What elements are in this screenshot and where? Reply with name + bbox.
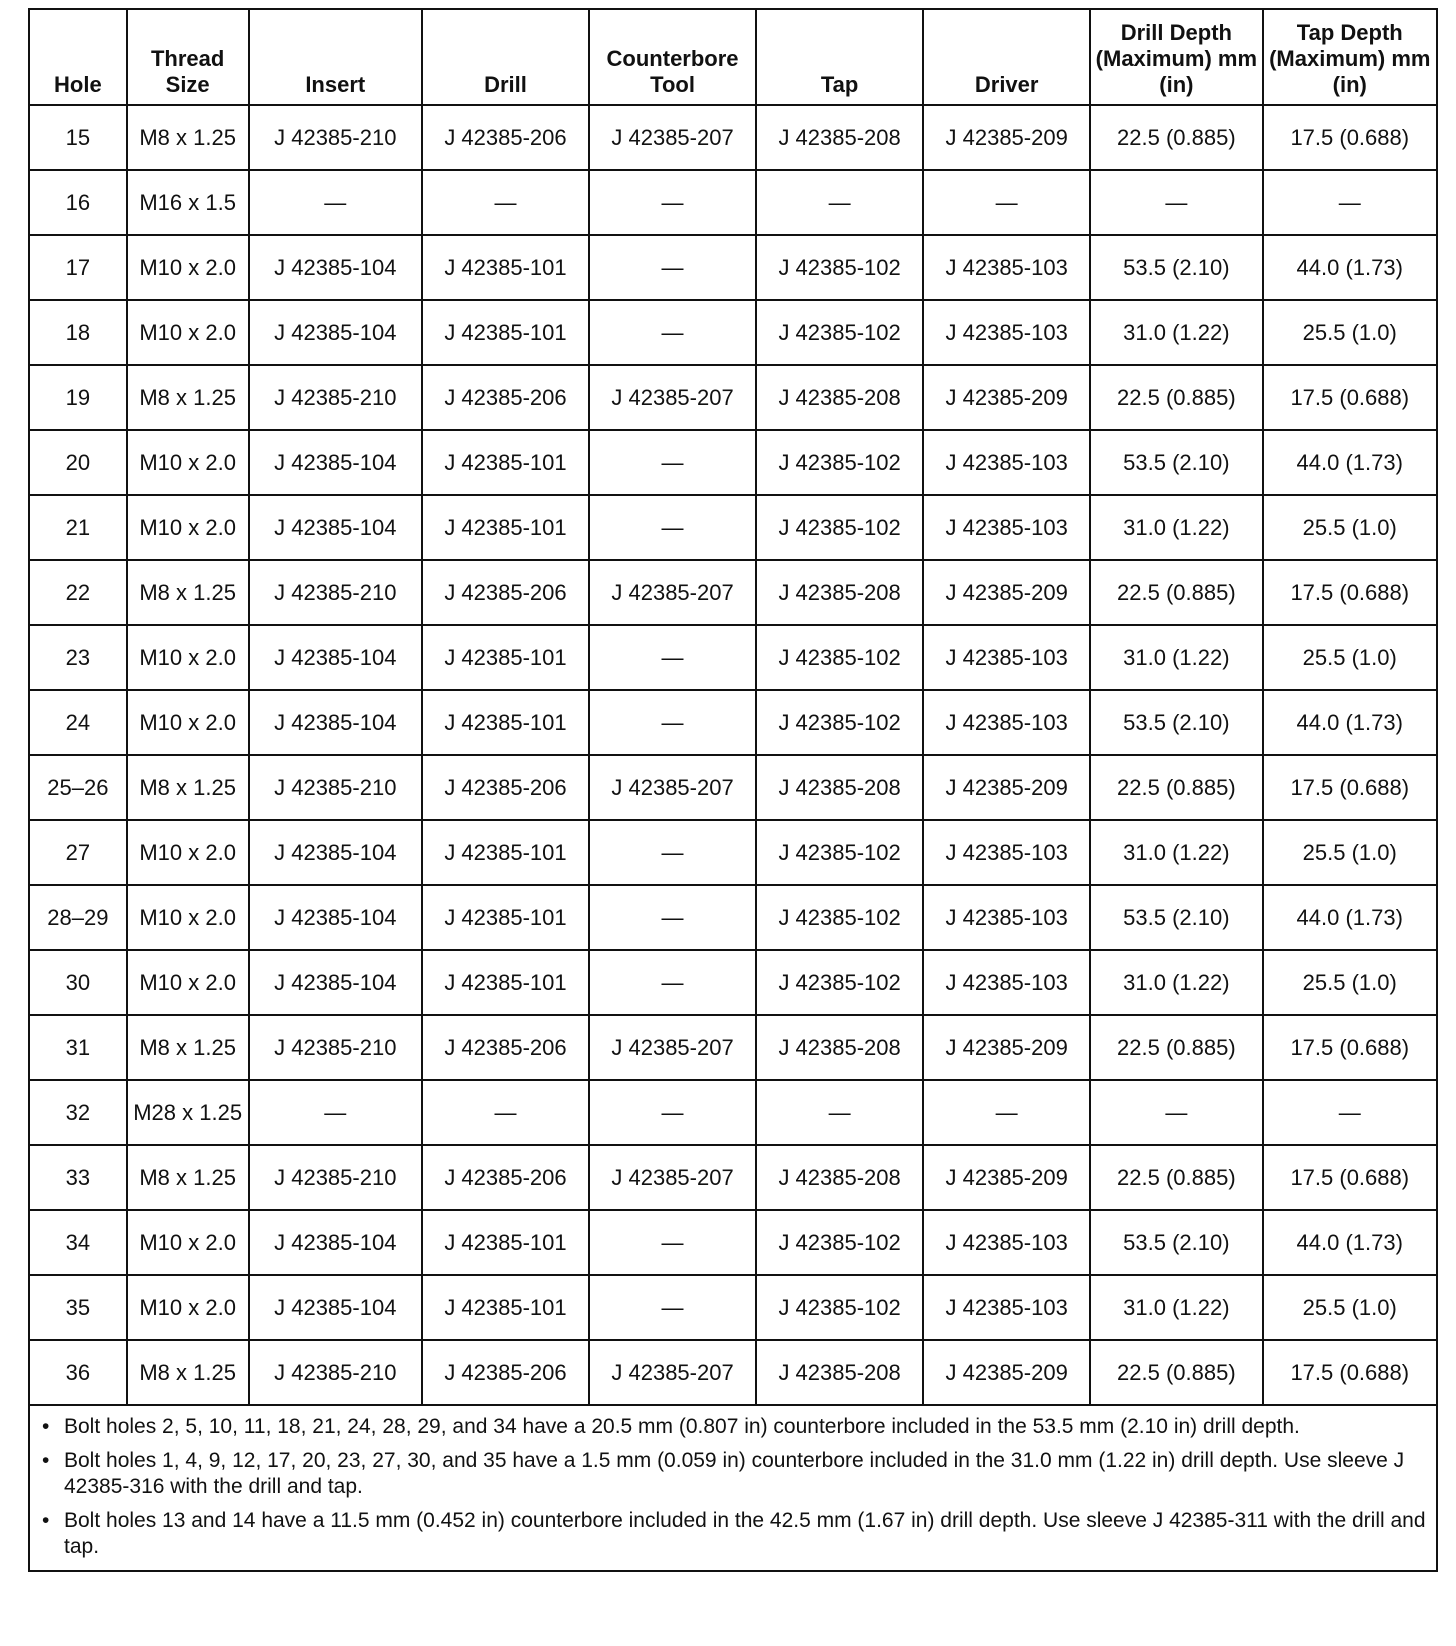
cell-insert: J 42385-210 bbox=[249, 755, 422, 820]
cell-thread-size: M10 x 2.0 bbox=[127, 1275, 249, 1340]
header-drill: Drill bbox=[422, 9, 589, 105]
cell-drill-depth: 53.5 (2.10) bbox=[1090, 885, 1262, 950]
cell-drill: J 42385-101 bbox=[422, 1210, 589, 1275]
cell-counterbore-tool: — bbox=[589, 820, 756, 885]
table-row bbox=[29, 885, 1437, 950]
cell-tap-depth: 25.5 (1.0) bbox=[1263, 950, 1437, 1015]
cell-tap-depth: 17.5 (0.688) bbox=[1263, 755, 1437, 820]
cell-drill-depth: 53.5 (2.10) bbox=[1090, 430, 1262, 495]
cell-driver: J 42385-103 bbox=[923, 690, 1090, 755]
cell-tap-depth: 17.5 (0.688) bbox=[1263, 1015, 1437, 1080]
cell-drill-depth: 22.5 (0.885) bbox=[1090, 105, 1262, 170]
cell-hole: 25–26 bbox=[29, 755, 127, 820]
cell-insert: J 42385-210 bbox=[249, 105, 422, 170]
cell-tap: J 42385-102 bbox=[756, 1210, 923, 1275]
cell-drill-depth: 31.0 (1.22) bbox=[1090, 300, 1262, 365]
header-thread-size: Thread Size bbox=[127, 9, 249, 105]
cell-tap: J 42385-208 bbox=[756, 105, 923, 170]
table-row bbox=[29, 1340, 1437, 1405]
bullet-icon: • bbox=[42, 1449, 50, 1472]
cell-counterbore-tool: — bbox=[589, 170, 756, 235]
cell-driver: J 42385-209 bbox=[923, 755, 1090, 820]
table-row bbox=[29, 170, 1437, 235]
cell-tap-depth: 25.5 (1.0) bbox=[1263, 625, 1437, 690]
cell-drill: — bbox=[422, 1080, 589, 1145]
cell-insert: J 42385-104 bbox=[249, 1275, 422, 1340]
cell-drill: J 42385-101 bbox=[422, 430, 589, 495]
cell-tap-depth: 25.5 (1.0) bbox=[1263, 820, 1437, 885]
cell-drill-depth: 22.5 (0.885) bbox=[1090, 1145, 1262, 1210]
tool-spec-sheet bbox=[28, 8, 1438, 1572]
cell-tap: J 42385-102 bbox=[756, 820, 923, 885]
cell-thread-size: M8 x 1.25 bbox=[127, 1340, 249, 1405]
cell-hole: 19 bbox=[29, 365, 127, 430]
tool-table bbox=[28, 8, 1438, 1406]
cell-thread-size: M8 x 1.25 bbox=[127, 365, 249, 430]
cell-thread-size: M10 x 2.0 bbox=[127, 820, 249, 885]
cell-driver: — bbox=[923, 170, 1090, 235]
cell-driver: J 42385-209 bbox=[923, 1145, 1090, 1210]
cell-tap-depth: — bbox=[1263, 170, 1437, 235]
header-counterbore-tool: Counterbore Tool bbox=[589, 9, 756, 105]
note-item bbox=[42, 1414, 1426, 1440]
cell-drill: — bbox=[422, 170, 589, 235]
cell-tap: J 42385-102 bbox=[756, 690, 923, 755]
cell-counterbore-tool: — bbox=[589, 950, 756, 1015]
cell-thread-size: M8 x 1.25 bbox=[127, 1145, 249, 1210]
cell-tap: J 42385-208 bbox=[756, 1340, 923, 1405]
cell-driver: J 42385-103 bbox=[923, 1210, 1090, 1275]
cell-thread-size: M8 x 1.25 bbox=[127, 1015, 249, 1080]
cell-hole: 32 bbox=[29, 1080, 127, 1145]
cell-driver: J 42385-103 bbox=[923, 885, 1090, 950]
cell-hole: 21 bbox=[29, 495, 127, 560]
cell-insert: — bbox=[249, 170, 422, 235]
cell-insert: J 42385-210 bbox=[249, 365, 422, 430]
cell-thread-size: M10 x 2.0 bbox=[127, 300, 249, 365]
cell-tap-depth: 25.5 (1.0) bbox=[1263, 300, 1437, 365]
table-row bbox=[29, 1145, 1437, 1210]
table-header bbox=[29, 9, 1437, 105]
cell-driver: J 42385-103 bbox=[923, 1275, 1090, 1340]
cell-insert: J 42385-104 bbox=[249, 1210, 422, 1275]
cell-hole: 28–29 bbox=[29, 885, 127, 950]
cell-drill-depth: 31.0 (1.22) bbox=[1090, 495, 1262, 560]
cell-tap: J 42385-102 bbox=[756, 885, 923, 950]
cell-driver: J 42385-209 bbox=[923, 105, 1090, 170]
cell-thread-size: M8 x 1.25 bbox=[127, 755, 249, 820]
cell-drill-depth: 22.5 (0.885) bbox=[1090, 755, 1262, 820]
cell-drill-depth: 31.0 (1.22) bbox=[1090, 625, 1262, 690]
cell-hole: 18 bbox=[29, 300, 127, 365]
table-row bbox=[29, 1275, 1437, 1340]
cell-hole: 33 bbox=[29, 1145, 127, 1210]
cell-insert: J 42385-210 bbox=[249, 1145, 422, 1210]
cell-drill: J 42385-101 bbox=[422, 690, 589, 755]
cell-counterbore-tool: J 42385-207 bbox=[589, 365, 756, 430]
cell-drill: J 42385-206 bbox=[422, 1015, 589, 1080]
header-tap: Tap bbox=[756, 9, 923, 105]
cell-driver: J 42385-103 bbox=[923, 625, 1090, 690]
cell-counterbore-tool: — bbox=[589, 1210, 756, 1275]
cell-counterbore-tool: J 42385-207 bbox=[589, 1015, 756, 1080]
cell-insert: J 42385-104 bbox=[249, 625, 422, 690]
cell-thread-size: M10 x 2.0 bbox=[127, 495, 249, 560]
cell-counterbore-tool: — bbox=[589, 430, 756, 495]
table-row bbox=[29, 1015, 1437, 1080]
cell-tap-depth: 44.0 (1.73) bbox=[1263, 430, 1437, 495]
note-item bbox=[42, 1448, 1426, 1500]
cell-drill-depth: — bbox=[1090, 1080, 1262, 1145]
cell-tap: J 42385-208 bbox=[756, 560, 923, 625]
cell-insert: J 42385-104 bbox=[249, 495, 422, 560]
bullet-icon: • bbox=[42, 1415, 50, 1438]
cell-drill: J 42385-101 bbox=[422, 235, 589, 300]
cell-drill: J 42385-206 bbox=[422, 365, 589, 430]
cell-drill: J 42385-101 bbox=[422, 885, 589, 950]
note-text: Bolt holes 2, 5, 10, 11, 18, 21, 24, 28, 29, and 34 have a 20.5 mm (0.807 in) counterbore included in the 53.5 mm (2.10 in) drill depth. bbox=[64, 1415, 1300, 1438]
cell-counterbore-tool: — bbox=[589, 300, 756, 365]
table-row bbox=[29, 1080, 1437, 1145]
cell-tap-depth: 17.5 (0.688) bbox=[1263, 1340, 1437, 1405]
cell-drill: J 42385-206 bbox=[422, 1145, 589, 1210]
cell-counterbore-tool: — bbox=[589, 690, 756, 755]
cell-hole: 17 bbox=[29, 235, 127, 300]
cell-drill-depth: 53.5 (2.10) bbox=[1090, 235, 1262, 300]
cell-driver: J 42385-103 bbox=[923, 300, 1090, 365]
cell-insert: J 42385-104 bbox=[249, 885, 422, 950]
cell-counterbore-tool: J 42385-207 bbox=[589, 1145, 756, 1210]
cell-counterbore-tool: — bbox=[589, 1275, 756, 1340]
cell-tap: J 42385-102 bbox=[756, 625, 923, 690]
cell-thread-size: M28 x 1.25 bbox=[127, 1080, 249, 1145]
cell-thread-size: M10 x 2.0 bbox=[127, 1210, 249, 1275]
cell-hole: 22 bbox=[29, 560, 127, 625]
cell-drill-depth: 53.5 (2.10) bbox=[1090, 690, 1262, 755]
cell-thread-size: M10 x 2.0 bbox=[127, 950, 249, 1015]
cell-tap: J 42385-102 bbox=[756, 235, 923, 300]
cell-counterbore-tool: J 42385-207 bbox=[589, 560, 756, 625]
cell-drill: J 42385-101 bbox=[422, 300, 589, 365]
cell-counterbore-tool: — bbox=[589, 495, 756, 560]
header-drill-depth: Drill Depth (Maximum) mm (in) bbox=[1090, 9, 1262, 105]
cell-tap: J 42385-102 bbox=[756, 950, 923, 1015]
cell-counterbore-tool: J 42385-207 bbox=[589, 755, 756, 820]
table-body bbox=[29, 105, 1437, 1405]
cell-insert: J 42385-210 bbox=[249, 560, 422, 625]
cell-drill-depth: 22.5 (0.885) bbox=[1090, 1015, 1262, 1080]
cell-counterbore-tool: — bbox=[589, 625, 756, 690]
cell-counterbore-tool: J 42385-207 bbox=[589, 105, 756, 170]
cell-driver: J 42385-209 bbox=[923, 365, 1090, 430]
cell-driver: J 42385-103 bbox=[923, 495, 1090, 560]
notes-box bbox=[28, 1406, 1438, 1572]
cell-tap: J 42385-102 bbox=[756, 495, 923, 560]
cell-insert: J 42385-104 bbox=[249, 235, 422, 300]
cell-driver: — bbox=[923, 1080, 1090, 1145]
cell-thread-size: M10 x 2.0 bbox=[127, 235, 249, 300]
cell-driver: J 42385-209 bbox=[923, 1015, 1090, 1080]
table-row bbox=[29, 105, 1437, 170]
cell-drill-depth: 31.0 (1.22) bbox=[1090, 820, 1262, 885]
cell-tap: J 42385-208 bbox=[756, 755, 923, 820]
cell-drill-depth: — bbox=[1090, 170, 1262, 235]
cell-tap-depth: 44.0 (1.73) bbox=[1263, 885, 1437, 950]
table-row bbox=[29, 300, 1437, 365]
cell-tap-depth: 25.5 (1.0) bbox=[1263, 1275, 1437, 1340]
cell-tap-depth: — bbox=[1263, 1080, 1437, 1145]
cell-hole: 15 bbox=[29, 105, 127, 170]
cell-insert: J 42385-104 bbox=[249, 690, 422, 755]
header-row bbox=[29, 9, 1437, 105]
cell-drill: J 42385-101 bbox=[422, 950, 589, 1015]
cell-drill-depth: 22.5 (0.885) bbox=[1090, 560, 1262, 625]
cell-thread-size: M10 x 2.0 bbox=[127, 625, 249, 690]
table-row bbox=[29, 365, 1437, 430]
header-hole: Hole bbox=[29, 9, 127, 105]
cell-thread-size: M16 x 1.5 bbox=[127, 170, 249, 235]
cell-driver: J 42385-209 bbox=[923, 1340, 1090, 1405]
cell-driver: J 42385-103 bbox=[923, 430, 1090, 495]
cell-thread-size: M10 x 2.0 bbox=[127, 885, 249, 950]
table-row bbox=[29, 235, 1437, 300]
cell-drill-depth: 22.5 (0.885) bbox=[1090, 1340, 1262, 1405]
cell-tap-depth: 44.0 (1.73) bbox=[1263, 690, 1437, 755]
cell-tap: J 42385-102 bbox=[756, 430, 923, 495]
cell-tap: — bbox=[756, 170, 923, 235]
cell-counterbore-tool: J 42385-207 bbox=[589, 1340, 756, 1405]
cell-hole: 23 bbox=[29, 625, 127, 690]
cell-drill: J 42385-101 bbox=[422, 495, 589, 560]
cell-tap-depth: 17.5 (0.688) bbox=[1263, 1145, 1437, 1210]
table-row bbox=[29, 690, 1437, 755]
cell-hole: 31 bbox=[29, 1015, 127, 1080]
cell-insert: J 42385-104 bbox=[249, 950, 422, 1015]
cell-hole: 20 bbox=[29, 430, 127, 495]
cell-thread-size: M8 x 1.25 bbox=[127, 105, 249, 170]
table-row bbox=[29, 495, 1437, 560]
cell-drill-depth: 31.0 (1.22) bbox=[1090, 950, 1262, 1015]
cell-tap-depth: 17.5 (0.688) bbox=[1263, 560, 1437, 625]
cell-insert: J 42385-104 bbox=[249, 820, 422, 885]
cell-drill: J 42385-101 bbox=[422, 820, 589, 885]
table-row bbox=[29, 820, 1437, 885]
cell-thread-size: M8 x 1.25 bbox=[127, 560, 249, 625]
table-row bbox=[29, 1210, 1437, 1275]
note-text: Bolt holes 1, 4, 9, 12, 17, 20, 23, 27, 30, and 35 have a 1.5 mm (0.059 in) counterbore included in the 31.0 mm (1.22 in) drill depth. Use sleeve J 42385-316 with the drill and tap. bbox=[64, 1449, 1405, 1498]
cell-driver: J 42385-103 bbox=[923, 820, 1090, 885]
table-row bbox=[29, 430, 1437, 495]
note-text: Bolt holes 13 and 14 have a 11.5 mm (0.452 in) counterbore included in the 42.5 mm (1.67 in) drill depth. Use sleeve J 42385-311 with the drill and tap. bbox=[64, 1509, 1426, 1558]
cell-tap: J 42385-102 bbox=[756, 300, 923, 365]
note-item bbox=[42, 1508, 1426, 1560]
cell-tap: J 42385-208 bbox=[756, 365, 923, 430]
table-row bbox=[29, 560, 1437, 625]
cell-insert: — bbox=[249, 1080, 422, 1145]
cell-tap: J 42385-208 bbox=[756, 1145, 923, 1210]
cell-drill: J 42385-206 bbox=[422, 1340, 589, 1405]
cell-tap-depth: 44.0 (1.73) bbox=[1263, 235, 1437, 300]
bullet-icon: • bbox=[42, 1509, 50, 1532]
cell-tap: — bbox=[756, 1080, 923, 1145]
cell-counterbore-tool: — bbox=[589, 885, 756, 950]
cell-tap: J 42385-102 bbox=[756, 1275, 923, 1340]
cell-drill: J 42385-206 bbox=[422, 755, 589, 820]
cell-thread-size: M10 x 2.0 bbox=[127, 690, 249, 755]
table-row bbox=[29, 950, 1437, 1015]
cell-hole: 34 bbox=[29, 1210, 127, 1275]
cell-hole: 35 bbox=[29, 1275, 127, 1340]
cell-tap-depth: 25.5 (1.0) bbox=[1263, 495, 1437, 560]
cell-hole: 16 bbox=[29, 170, 127, 235]
cell-thread-size: M10 x 2.0 bbox=[127, 430, 249, 495]
cell-tap-depth: 17.5 (0.688) bbox=[1263, 105, 1437, 170]
cell-drill: J 42385-206 bbox=[422, 560, 589, 625]
header-tap-depth: Tap Depth (Maximum) mm (in) bbox=[1263, 9, 1437, 105]
cell-counterbore-tool: — bbox=[589, 1080, 756, 1145]
cell-hole: 30 bbox=[29, 950, 127, 1015]
cell-insert: J 42385-104 bbox=[249, 300, 422, 365]
cell-driver: J 42385-103 bbox=[923, 950, 1090, 1015]
header-insert: Insert bbox=[249, 9, 422, 105]
cell-hole: 24 bbox=[29, 690, 127, 755]
cell-driver: J 42385-103 bbox=[923, 235, 1090, 300]
cell-drill: J 42385-101 bbox=[422, 625, 589, 690]
cell-hole: 27 bbox=[29, 820, 127, 885]
cell-tap: J 42385-208 bbox=[756, 1015, 923, 1080]
cell-drill-depth: 22.5 (0.885) bbox=[1090, 365, 1262, 430]
cell-driver: J 42385-209 bbox=[923, 560, 1090, 625]
cell-drill-depth: 53.5 (2.10) bbox=[1090, 1210, 1262, 1275]
cell-insert: J 42385-210 bbox=[249, 1340, 422, 1405]
table-row bbox=[29, 755, 1437, 820]
cell-tap-depth: 44.0 (1.73) bbox=[1263, 1210, 1437, 1275]
cell-insert: J 42385-104 bbox=[249, 430, 422, 495]
table-row bbox=[29, 625, 1437, 690]
cell-insert: J 42385-210 bbox=[249, 1015, 422, 1080]
cell-drill: J 42385-206 bbox=[422, 105, 589, 170]
cell-drill-depth: 31.0 (1.22) bbox=[1090, 1275, 1262, 1340]
cell-drill: J 42385-101 bbox=[422, 1275, 589, 1340]
cell-counterbore-tool: — bbox=[589, 235, 756, 300]
cell-hole: 36 bbox=[29, 1340, 127, 1405]
cell-tap-depth: 17.5 (0.688) bbox=[1263, 365, 1437, 430]
header-driver: Driver bbox=[923, 9, 1090, 105]
